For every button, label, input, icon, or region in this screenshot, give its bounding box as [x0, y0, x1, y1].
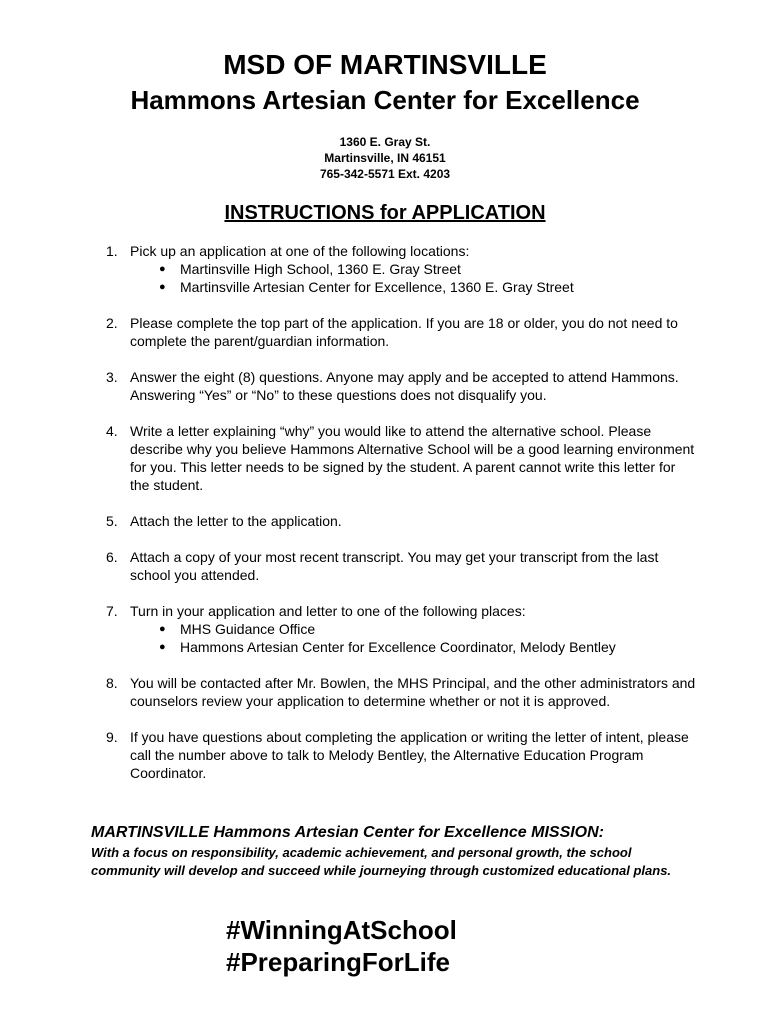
address-city: Martinsville, IN 46151: [324, 151, 446, 165]
step-text: Pick up an application at one of the following locations:: [130, 243, 470, 259]
list-item: [130, 260, 696, 278]
step-number: 5.: [106, 513, 118, 529]
location-text: Martinsville Artesian Center for Excellence, 1360 E. Gray Street: [180, 279, 574, 295]
list-item: [130, 638, 696, 656]
step-number: 1.: [106, 243, 118, 259]
step-text: Write a letter explaining “why” you would like to attend the alternative school. Please describe why you believe Hammons Alternative School will be a good learning environment for you. This letter needs to be signed by the student. A parent cannot write this letter for the student.: [130, 423, 695, 493]
step-3: [106, 368, 696, 404]
step-text: Turn in your application and letter to one of the following places:: [130, 603, 526, 619]
list-item: [130, 278, 696, 296]
hashtag-winning: #WinningAtSchool: [226, 915, 457, 945]
step-text: Attach a copy of your most recent transcript. You may get your transcript from the last school you attended.: [130, 549, 659, 583]
step-5: [106, 512, 696, 530]
bullet-icon: ●: [159, 623, 166, 635]
dropoff-text: MHS Guidance Office: [180, 621, 316, 637]
mission-statement: [91, 822, 691, 880]
step-1: [106, 242, 696, 296]
step-number: 3.: [106, 369, 118, 385]
mission-title: MARTINSVILLE Hammons Artesian Center for Excellence MISSION:: [91, 824, 605, 841]
dropoff-list: [130, 620, 696, 656]
instructions-heading: INSTRUCTIONS for APPLICATION: [224, 202, 546, 224]
step-number: 7.: [106, 603, 118, 619]
step-number: 8.: [106, 675, 118, 691]
step-number: 6.: [106, 549, 118, 565]
step-8: [106, 674, 696, 710]
step-2: [106, 314, 696, 350]
phone-number: 765-342-5571 Ext. 4203: [319, 167, 451, 181]
step-7: [106, 602, 696, 656]
step-text: Attach the letter to the application.: [130, 513, 342, 529]
hashtags: [226, 914, 457, 978]
step-text: If you have questions about completing the application or writing the letter of intent, please call the number above to talk to Melody Bentley, the Alternative Education Program Coordinator.: [130, 729, 689, 781]
hashtag-preparing: #PreparingForLife: [226, 947, 450, 977]
district-title: MSD OF MARTINSVILLE: [223, 49, 547, 80]
instructions-list: [106, 242, 696, 800]
step-text: You will be contacted after Mr. Bowlen, the MHS Principal, and the other administrators and counselors review your application to determine whether or not it is approved.: [130, 675, 696, 709]
step-6: [106, 548, 696, 584]
step-4: [106, 422, 696, 494]
location-text: Martinsville High School, 1360 E. Gray Street: [180, 261, 461, 277]
step-number: 2.: [106, 315, 118, 331]
bullet-icon: ●: [159, 281, 166, 293]
address-street: 1360 E. Gray St.: [339, 135, 431, 149]
step-number: 4.: [106, 423, 118, 439]
school-name: Hammons Artesian Center for Excellence: [130, 85, 640, 115]
step-9: [106, 728, 696, 782]
school-address: [0, 134, 770, 182]
step-text: Please complete the top part of the application. If you are 18 or older, you do not need to complete the parent/guardian information.: [130, 315, 678, 349]
step-text: Answer the eight (8) questions. Anyone may apply and be accepted to attend Hammons. Answering “Yes” or “No” to these questions does not disqualify you.: [130, 369, 679, 403]
step-number: 9.: [106, 729, 118, 745]
mission-text: With a focus on responsibility, academic achievement, and personal growth, the school community will develop and succeed while journeying through customized educational plans.: [91, 845, 672, 878]
list-item: [130, 620, 696, 638]
location-list: [130, 260, 696, 296]
bullet-icon: ●: [159, 641, 166, 653]
bullet-icon: ●: [159, 263, 166, 275]
dropoff-text: Hammons Artesian Center for Excellence Coordinator, Melody Bentley: [180, 639, 616, 655]
